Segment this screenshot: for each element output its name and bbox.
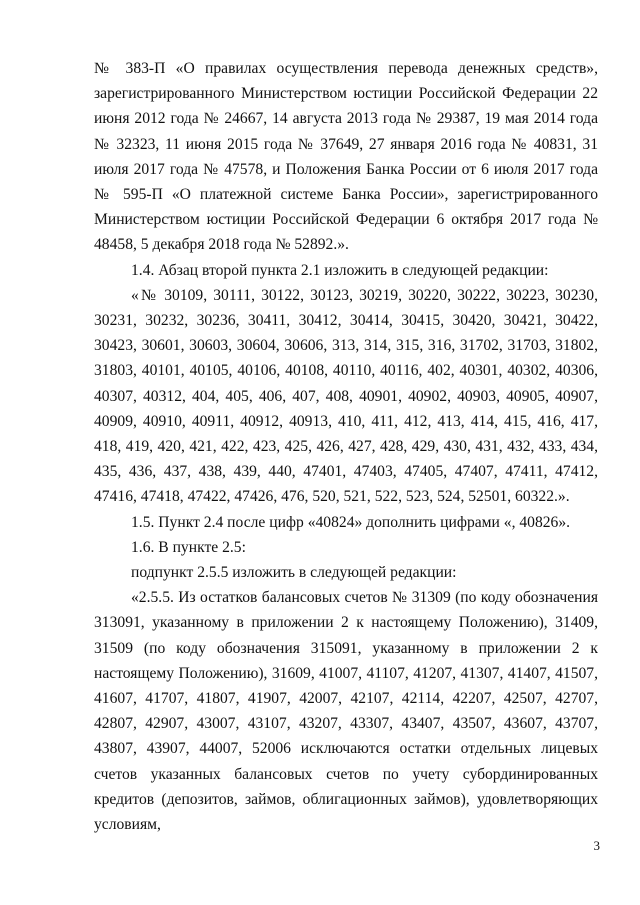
paragraph-item-1-5: 1.5. Пункт 2.4 после цифр «40824» дополнить цифрами «, 40826». <box>131 513 571 531</box>
paragraph-subitem-2-5-5-intro: подпункт 2.5.5 изложить в следующей редакции: <box>131 564 457 582</box>
paragraph-subitem-2-5-5-text: «2.5.5. Из остатков балансовых счетов № 31309 (по коду обозначения 313091, указанному в приложении 2 к настоящему Положению), 31409, 31509 (по коду обозначения 315091, указанному в приложении 2 к настоящему Положению), 31609, 41007, 41107, 41207, 41307, 41407, 41507, 41607, 41707, 41807, 41907, 42007, 42107, 42114, 42207, 42507, 42707, 42807, 42907, 43007, 43107, 43207, 43307, 43407, 43507, 43607, 43707, 43807, 43907, 44007, 52006 исключаются остатки отдельных лицевых счетов указанных балансовых счетов по учету субординированных кредитов (депозитов, займов, облигационных займов), удовлетворяющих условиям, <box>94 589 598 834</box>
paragraph-regulation-references: № 383-П «О правилах осуществления перевода денежных средств», зарегистрированного Министерством юстиции Российской Федерации 22 июня 2012 года № 24667, 14 августа 2013 года № 29387, 19 мая 2014 года № 32323, 11 июня 2015 года № 37649, 27 января 2016 года № 40831, 31 июля 2017 года № 47578, и Положения Банка России от 6 июля 2017 года № 595-П «О платежной системе Банка России», зарегистрированного Министерством юстиции Российской Федерации 6 октября 2017 года № 48458, 5 декабря 2018 года № 52892.». <box>94 60 598 254</box>
page-number: 3 <box>593 838 600 853</box>
paragraph-item-1-6: 1.6. В пункте 2.5: <box>131 538 246 556</box>
document-body <box>94 56 598 837</box>
paragraph-item-1-4: 1.4. Абзац второй пункта 2.1 изложить в следующей редакции: <box>131 261 549 279</box>
paragraph-account-numbers-list: «№ 30109, 30111, 30122, 30123, 30219, 30220, 30222, 30223, 30230, 30231, 30232, 30236, 30411, 30412, 30414, 30415, 30420, 30421, 30422, 30423, 30601, 30603, 30604, 30606, 313, 314, 315, 316, 31702, 31703, 31802, 31803, 40101, 40105, 40106, 40108, 40110, 40116, 402, 40301, 40302, 40306, 40307, 40312, 404, 405, 406, 407, 408, 40901, 40902, 40903, 40905, 40907, 40909, 40910, 40911, 40912, 40913, 410, 411, 412, 413, 414, 415, 416, 417, 418, 419, 420, 421, 422, 423, 425, 426, 427, 428, 429, 430, 431, 432, 433, 434, 435, 436, 437, 438, 439, 440, 47401, 47403, 47405, 47407, 47411, 47412, 47416, 47418, 47422, 47426, 476, 520, 521, 522, 523, 524, 52501, 60322.». <box>94 286 598 506</box>
